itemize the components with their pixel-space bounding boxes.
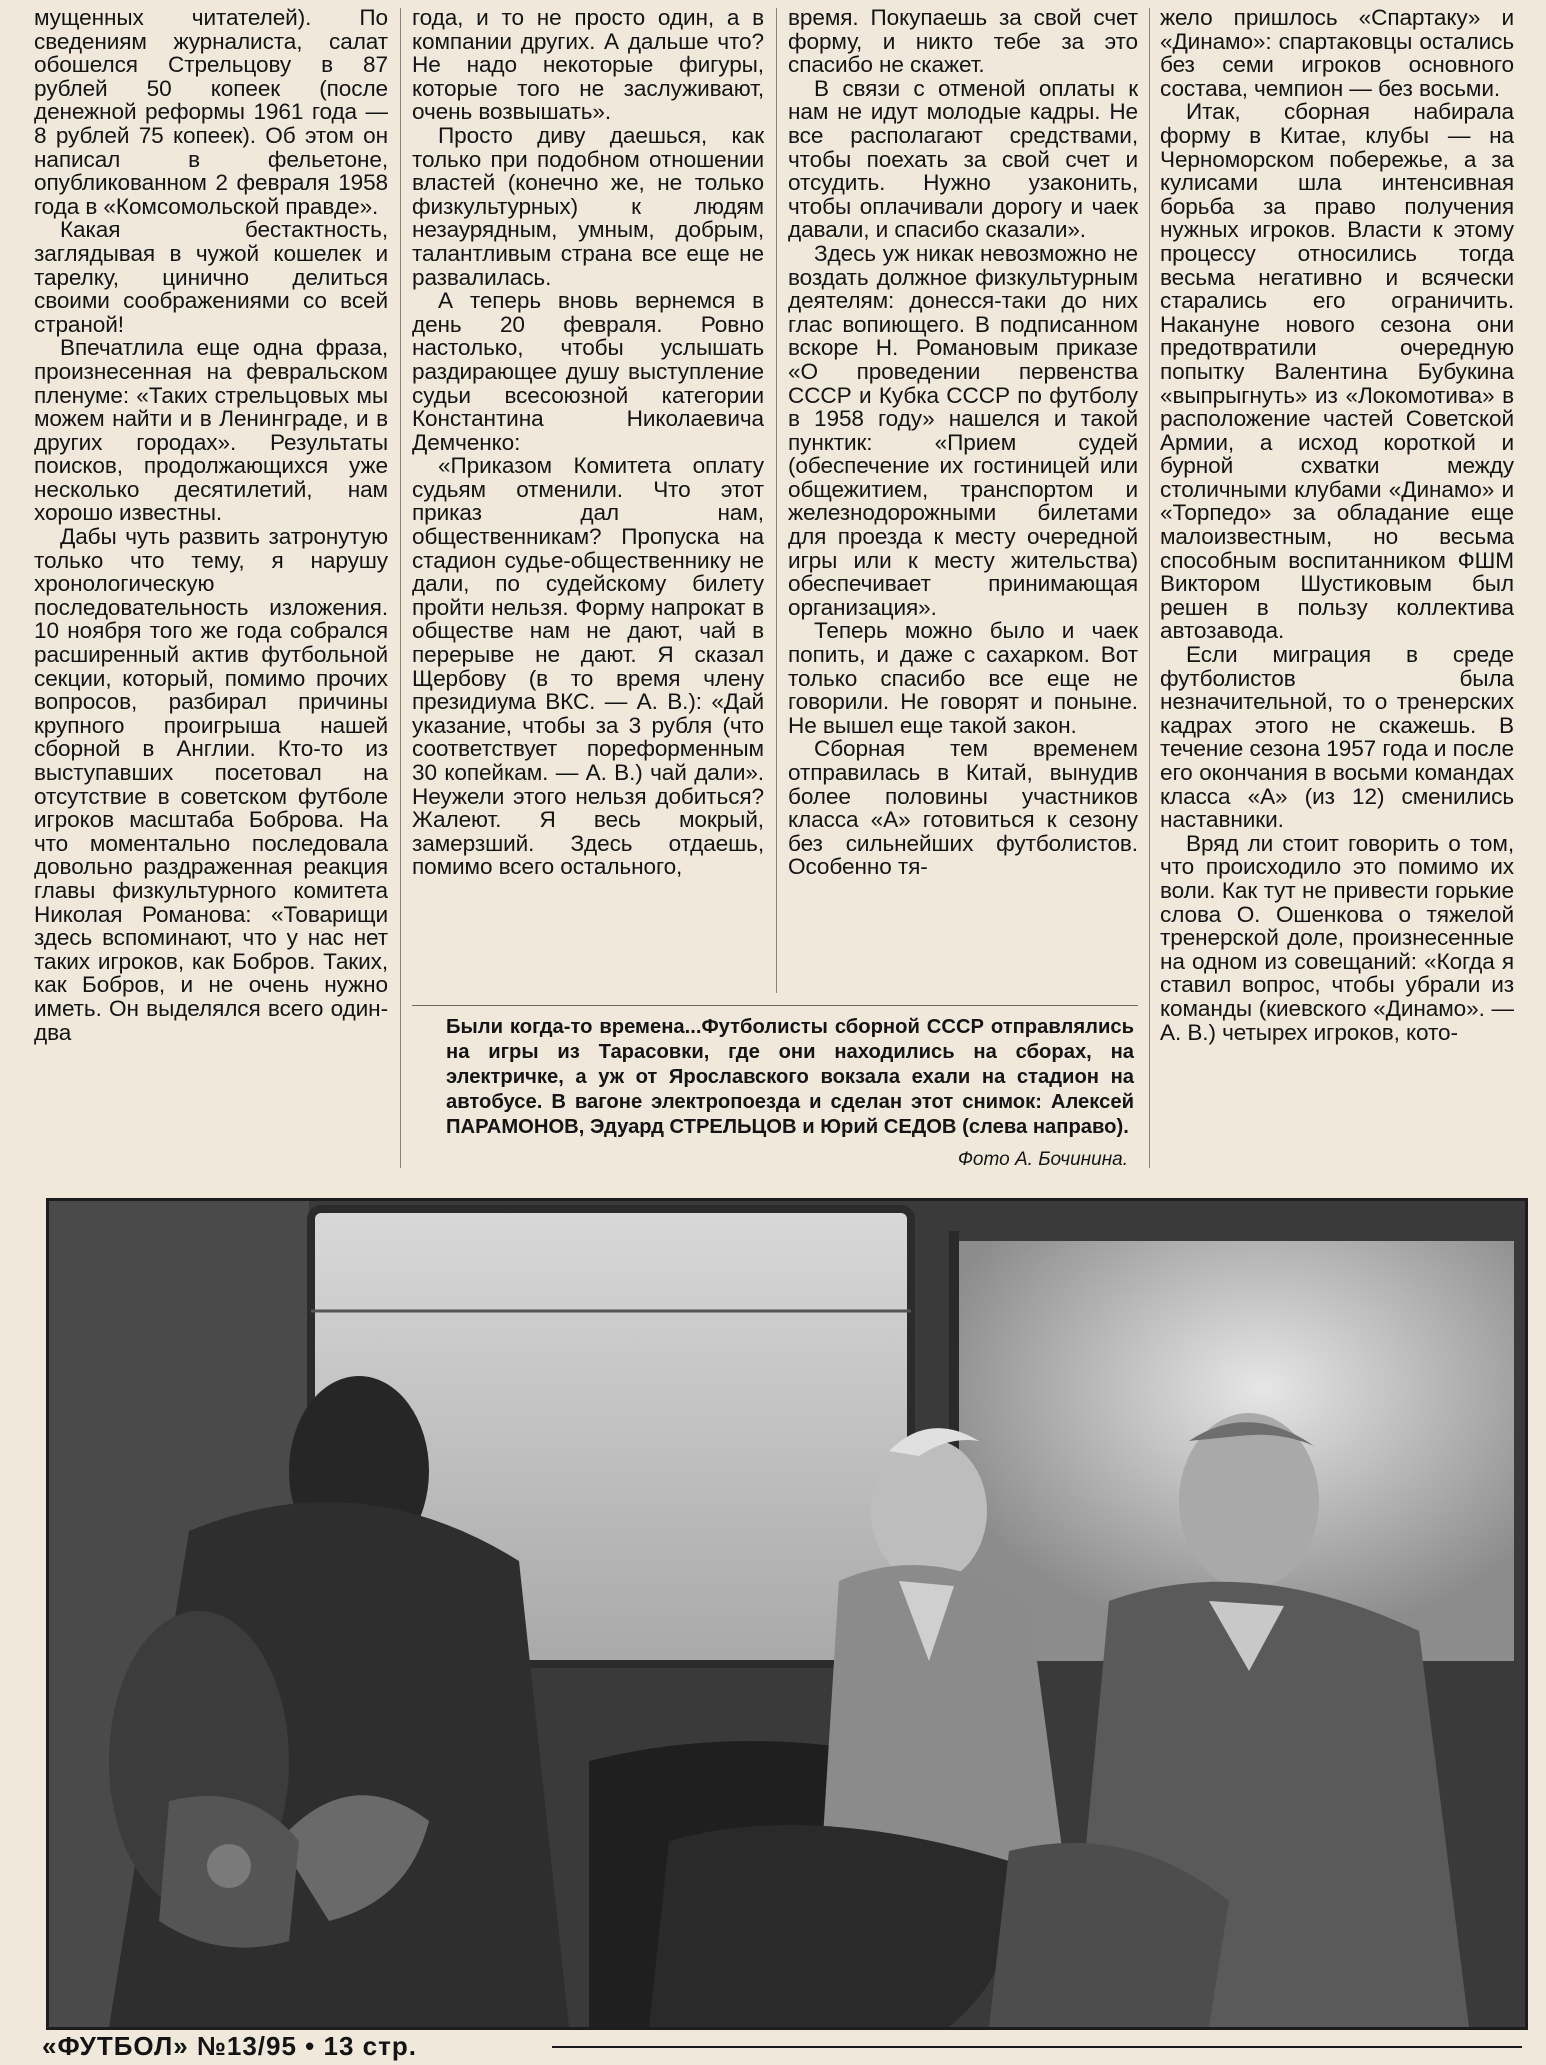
train-photo [46, 1198, 1528, 2030]
article-paragraph: В связи с отменой оплаты к нам не идут молодые кадры. Не все располагают средствами, чтобы поехать за свой счет и отсудить. Нужно узаконить, чтобы оплачивали дорогу и чаек давали, и спасибо сказали». [788, 75, 1138, 243]
photo-caption [412, 1005, 1138, 1173]
footer-issue-label: «ФУТБОЛ» №13/95 • 13 стр. [42, 2031, 417, 2061]
page-footer [42, 2030, 1522, 2062]
caption-text: Были когда-то времена...Футболисты сборной СССР отправлялись на игры из Тарасовки, где они находились на сборах, на электричке, а уж от Ярославского вокзала ехали на стадион на автобусе. В вагоне электропоезда и сделан этот снимок: Алексей ПАРАМОНОВ, Эдуард СТРЕЛЬЦОВ и Юрий СЕДОВ (слева направо). [446, 1016, 1134, 1138]
article-paragraph: Итак, сборная набирала форму в Китае, клубы — на Черноморском побережье, а за кулисами шла интенсивная борьба за право получения нужных игроков. Власти к этому процессу относились тогда весьма негативно и всячески старались его ограничить. Накануне нового сезона они предотвратили очередную попытку Валентина Бубукина «выпрыгнуть» из «Локомотива» в расположение частей Советской Армии, а исход короткой и бурной схватки между столичными клубами «Динамо» и «Торпедо» за обладание еще малоизвестным, но весьма способным воспитанником ФШМ Виктором Шустиковым был решен в пользу коллектива автозавода. [1160, 99, 1514, 644]
footer-rule [552, 2046, 1522, 2048]
column-divider [1149, 8, 1150, 1168]
article-column-3 [788, 6, 1138, 991]
article-paragraph: года, и то не просто один, а в компании других. А дальше что? Не надо некоторые фигуры, которые того не заслуживают, очень возвышать». [412, 6, 764, 125]
article-column-1 [34, 6, 388, 1171]
article-paragraph: Здесь уж никак невозможно не воздать должное физкультурным деятелям: донесся-таки до них глас вопиющего. В подписанном вскоре Н. Романовым приказе «О проведении первенства СССР и Кубка СССР по футболу в 1958 году» нашелся и такой пунктик: «Прием судей (обеспечение их гостиницей или общежитием, транспортом и железнодорожными билетами для проезда к месту очередной игры или к месту жительства) обеспечивает принимающая организация». [788, 240, 1138, 620]
article-paragraph: Сборная тем временем отправилась в Китай, вынудив более половины участников класса «А» готовиться к сезону без сильнейших футболистов. Особенно тя- [788, 736, 1138, 880]
column-divider [776, 8, 777, 993]
article-paragraph: Дабы чуть развить затронутую только что тему, я нарушу хронологическую последовательность изложения. 10 ноября того же года собрался расширенный актив футбольной секции, который, помимо прочих вопросов, разбирал причины крупного проигрыша нашей сборной в Англии. Кто-то из выступавших посетовал на отсутствие в советском футболе игроков масштаба Боброва. На что моментально последовала довольно раздраженная реакция главы физкультурного комитета Николая Романова: «Товарищи здесь вспоминают, что у нас нет таких игроков, как Бобров. Таких, как Бобров, и не очень нужно иметь. Он выделялся всего один-два [34, 524, 388, 1045]
train-photo-illustration [49, 1201, 1525, 2027]
article-paragraph: Вряд ли стоит говорить о том, что происходило это помимо их воли. Как тут не привести горькие слова О. Ошенкова о тяжелой тренерской доле, произнесенные на одном из совещаний: «Когда я ставил вопрос, чтобы убрали из команды (киевского «Динамо». — А. В.) четырех игроков, кото- [1160, 830, 1514, 1045]
article-paragraph: мущенных читателей). По сведениям журналиста, салат обошелся Стрельцову в 87 рублей 50 копеек (после денежной реформы 1961 года — 8 рублей 75 копеек). Об этом он написал в фельетоне, опубликованном 2 февраля 1958 года в «Комсомольской правде». [34, 6, 388, 219]
article-column-2 [412, 6, 764, 991]
article-paragraph: время. Покупаешь за свой счет форму, и никто тебе за это спасибо не скажет. [788, 6, 1138, 78]
article-paragraph: жело пришлось «Спартаку» и «Динамо»: спартаковцы остались без семи игроков основного состава, чемпион — без восьми. [1160, 6, 1514, 101]
article-paragraph: «Приказом Комитета оплату судьям отменили. Что этот приказ дал нам, общественникам? Пропуска на стадион судье-общественнику не дали, по судейскому билету пройти нельзя. Форму напрокат в обществе нам не дают, чай в перерыве не дают. Я сказал Щербову (в то время члену президиума ВКС. — А. В.): «Дай указание, чтобы за 3 рубля (что соответствует пореформенным 30 копейкам. — А. В.) чай дали». Неужели этого нельзя добиться? Жалеют. Я весь мокрый, замерзший. Здесь отдаешь, помимо всего остального, [412, 453, 764, 880]
article-paragraph: Теперь можно было и чаек попить, и даже с сахарком. Вот только спасибо все еще не говорили. Не говорят и поныне. Не вышел еще такой закон. [788, 618, 1138, 738]
article-paragraph: Какая бестактность, заглядывая в чужой кошелек и тарелку, цинично делиться своими соображениями со всей страной! [34, 217, 388, 337]
photo-credit: Фото А. Бочинина. [957, 1149, 1128, 1170]
article-paragraph: Впечатлила еще одна фраза, произнесенная на февральском пленуме: «Таких стрельцовых мы можем найти и в Ленинграде, и в других городах». Результаты поисков, продолжающихся уже несколько десятилетий, нам хорошо известны. [34, 335, 388, 526]
article-paragraph: Просто диву даешься, как только при подобном отношении властей (конечно же, не только физкультурных) к людям незаурядным, умным, добрым, талантливым страна все еще не развалилась. [412, 122, 764, 290]
article-column-4 [1160, 6, 1514, 1171]
article-paragraph: Если миграция в среде футболистов была незначительной, то о тренерских кадрах этого не скажешь. В течение сезона 1957 года и после его окончания в восьми командах класса «А» (из 12) сменились наставники. [1160, 642, 1514, 833]
article-paragraph: А теперь вновь вернемся в день 20 февраля. Ровно настолько, чтобы услышать раздирающее душу выступление судьи всесоюзной категории Константина Николаевича Демченко: [412, 288, 764, 455]
column-divider [400, 8, 401, 1168]
caption-rule [412, 1005, 1138, 1006]
